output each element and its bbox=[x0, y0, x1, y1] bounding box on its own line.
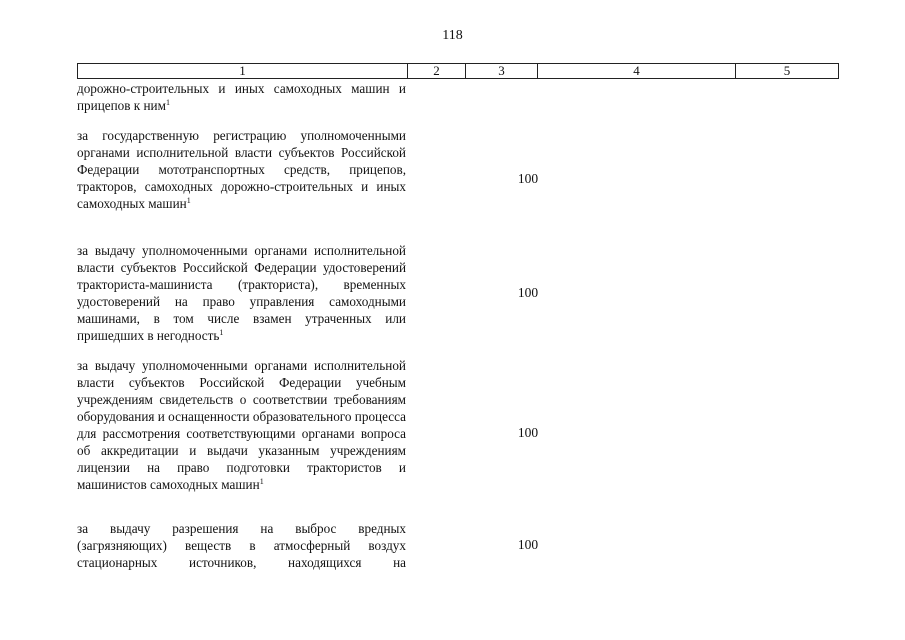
fee-value: 100 bbox=[517, 425, 539, 440]
fee-entry-description: за выдачу уполномоченными органами исполнительной власти субъектов Российской Федерации удостоверений тракториста-машиниста (тракториста), временных удостоверений на право управления самоходными машинами, в том числе взамен утраченных или пришедших в негодность bbox=[77, 243, 406, 343]
footnote-mark: 1 bbox=[219, 328, 224, 337]
column-header-1: 1 bbox=[78, 64, 408, 78]
footnote-mark: 1 bbox=[259, 477, 264, 486]
fee-value: 100 bbox=[517, 537, 539, 552]
fee-entry-text bbox=[77, 80, 406, 114]
fee-entry-description: за государственную регистрацию уполномоченными органами исполнительной власти субъектов Российской Федерации мототранспортных средств, прицепов, тракторов, самоходных дорожно-строительных и иных самоходных машин bbox=[77, 128, 406, 211]
fee-entry-description: за выдачу уполномоченными органами исполнительной власти субъектов Российской Федерации учебным учреждениям свидетельств о соответствии требованиям оборудования и оснащенности образовательного процесса для рассмотрения соответствующими органами вопроса об аккредитации и выдачи указанным учреждениям лицензии на право подготовки трактористов и машинистов самоходных машин bbox=[77, 358, 406, 492]
table-header bbox=[77, 63, 839, 79]
column-header-2: 2 bbox=[408, 64, 466, 78]
fee-entry-description: дорожно-строительных и иных самоходных машин и прицепов к ним bbox=[77, 81, 406, 113]
fee-entry-text bbox=[77, 357, 406, 493]
column-header-3: 3 bbox=[466, 64, 538, 78]
fee-entry-text bbox=[77, 242, 406, 344]
fee-value: 100 bbox=[517, 171, 539, 186]
fee-entry-text bbox=[77, 127, 406, 212]
fee-entry-description: за выдачу разрешения на выброс вредных (загрязняющих) веществ в атмосферный воздух стационарных источников, находящихся на bbox=[77, 521, 406, 570]
footnote-mark: 1 bbox=[186, 196, 191, 205]
page-number: 118 bbox=[442, 28, 463, 43]
column-header-5: 5 bbox=[783, 63, 791, 78]
footnote-mark: 1 bbox=[165, 98, 170, 107]
column-header-4: 4 bbox=[538, 64, 736, 78]
fee-value: 100 bbox=[517, 285, 539, 300]
fee-entry-text bbox=[77, 520, 406, 571]
